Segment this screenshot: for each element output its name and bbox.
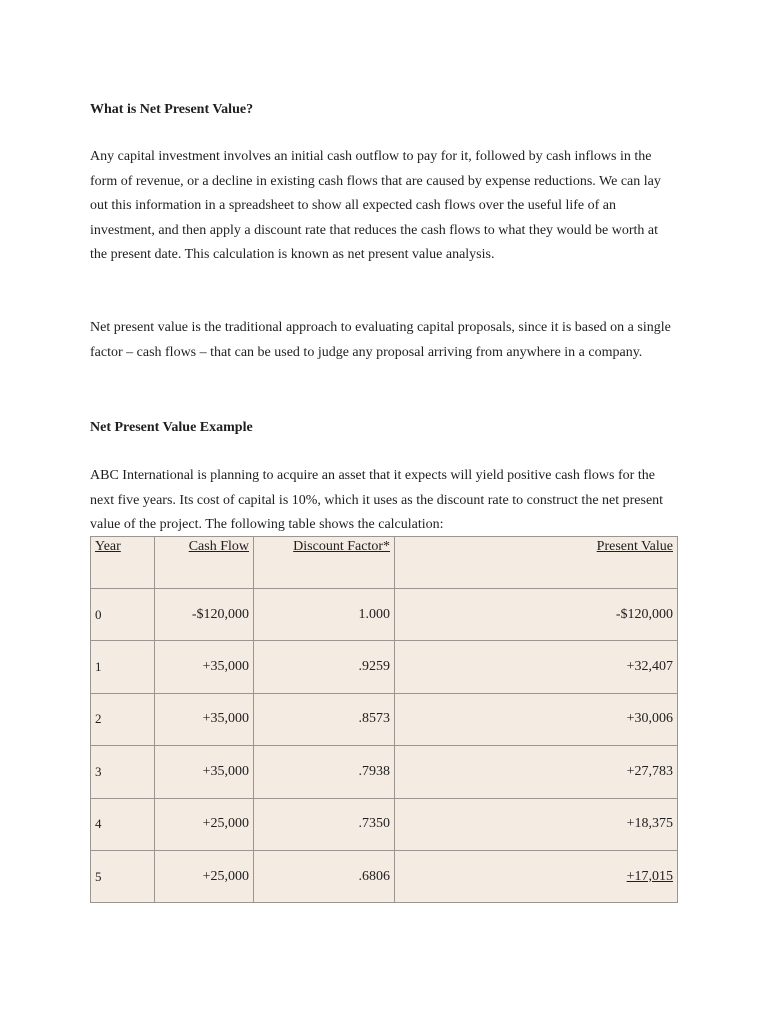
table-row xyxy=(91,746,678,798)
cell-cash-flow: +35,000 xyxy=(155,693,254,745)
column-header-present-value xyxy=(395,537,678,589)
column-header-discount-factor-label: Discount Factor* xyxy=(293,539,390,554)
cell-present-value: +18,375 xyxy=(395,798,678,850)
table-row xyxy=(91,798,678,850)
cell-year: 5 xyxy=(91,850,155,902)
paragraph-traditional-approach: Net present value is the traditional approach to evaluating capital proposals, since it is based on a single factor – cash flows – that can be used to judge any proposal arriving from anywhere in a company. xyxy=(90,320,671,360)
cell-year: 1 xyxy=(91,641,155,693)
cell-present-value xyxy=(395,850,678,902)
cell-cash-flow: +25,000 xyxy=(155,798,254,850)
table-row xyxy=(91,589,678,641)
column-header-present-value-label: Present Value xyxy=(596,539,673,554)
cell-cash-flow: +35,000 xyxy=(155,641,254,693)
cell-year: 3 xyxy=(91,746,155,798)
cell-year: 2 xyxy=(91,693,155,745)
table-row xyxy=(91,693,678,745)
column-header-cash-flow xyxy=(155,537,254,589)
cell-cash-flow: -$120,000 xyxy=(155,589,254,641)
table-header-row xyxy=(91,537,678,589)
cell-present-value: +32,407 xyxy=(395,641,678,693)
section-heading-example: Net Present Value Example xyxy=(90,420,253,435)
cell-discount-factor: .9259 xyxy=(254,641,395,693)
cell-year: 4 xyxy=(91,798,155,850)
cell-present-value-total: +17,015 xyxy=(626,868,673,884)
cell-year: 0 xyxy=(91,589,155,641)
cell-cash-flow: +35,000 xyxy=(155,746,254,798)
cell-discount-factor: .6806 xyxy=(254,850,395,902)
cell-present-value: +30,006 xyxy=(395,693,678,745)
column-header-discount-factor xyxy=(254,537,395,589)
cell-discount-factor: 1.000 xyxy=(254,589,395,641)
column-header-cash-flow-label: Cash Flow xyxy=(188,539,249,554)
table-row xyxy=(91,850,678,902)
cell-cash-flow: +25,000 xyxy=(155,850,254,902)
column-header-year-label: Year xyxy=(95,539,121,554)
paragraph-example: ABC International is planning to acquire an asset that it expects will yield positive cash flows for the next five years. Its cost of capital is 10%, which it uses as the discount rate to construct the net present value of the project. The following table shows the calculation: xyxy=(90,468,664,533)
cell-discount-factor: .8573 xyxy=(254,693,395,745)
section-heading-npv: What is Net Present Value? xyxy=(90,102,254,117)
paragraph-intro: Any capital investment involves an initial cash outflow to pay for it, followed by cash inflows in the form of revenue, or a decline in existing cash flows that are caused by expense reductions. We can lay out this information in a spreadsheet to show all expected cash flows over the useful life of an investment, and then apply a discount rate that reduces the cash flows to what they would be worth at the present date. This calculation is known as net present value analysis. xyxy=(90,149,661,263)
npv-table xyxy=(90,536,678,903)
table-row xyxy=(91,641,678,693)
column-header-year xyxy=(91,537,155,589)
cell-present-value: -$120,000 xyxy=(395,589,678,641)
cell-discount-factor: .7350 xyxy=(254,798,395,850)
cell-present-value: +27,783 xyxy=(395,746,678,798)
cell-discount-factor: .7938 xyxy=(254,746,395,798)
